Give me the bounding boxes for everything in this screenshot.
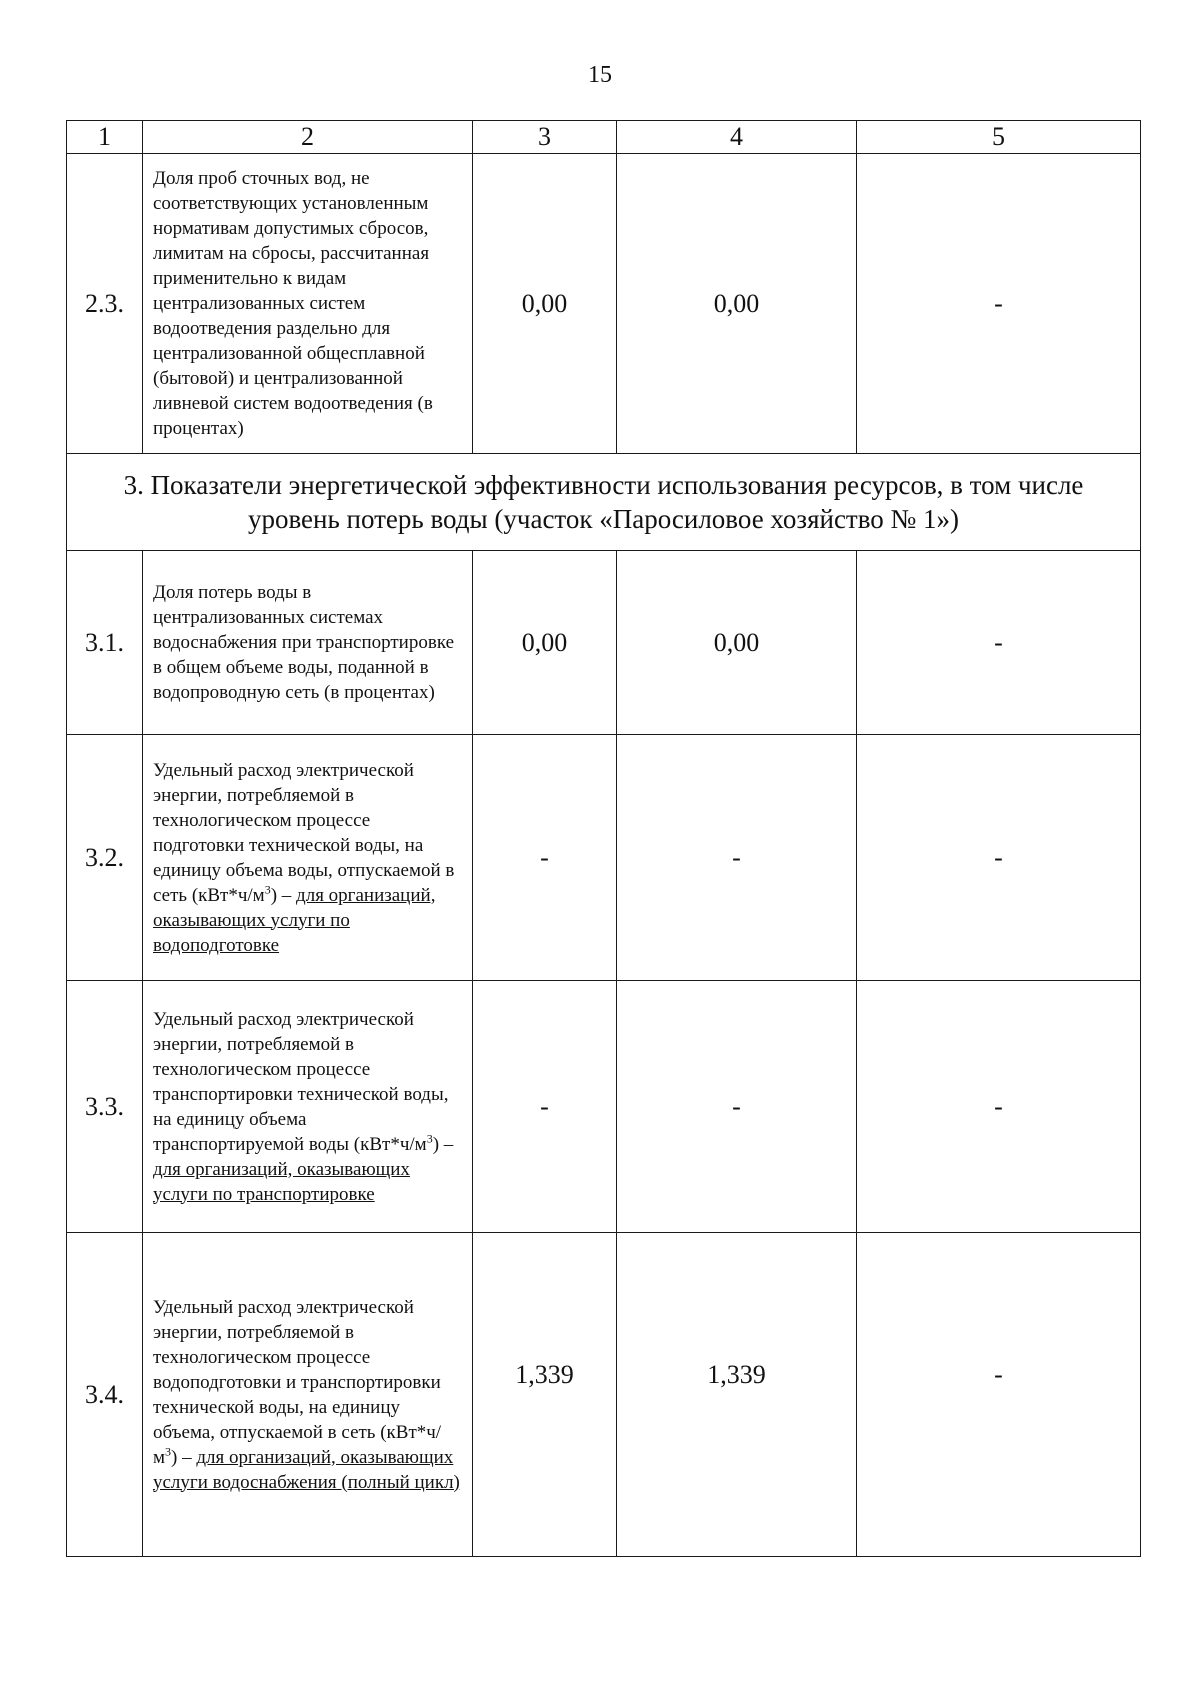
- header-cell-2: 2: [143, 121, 473, 154]
- superscript: 3: [426, 1131, 433, 1146]
- row-value-col5: -: [857, 735, 1141, 981]
- header-cell-5: 5: [857, 121, 1141, 154]
- description-main-text: Удельный расход электрической энергии, потребляемой в технологическом процессе водоподготовки и транспортировки технической воды, на единицу объема, отпускаемой в сеть (кВт*ч/м: [153, 1296, 442, 1468]
- row-value-col3: -: [473, 735, 617, 981]
- description-underlined-text: для организаций, оказывающих услуги водоснабжения (полный цикл): [153, 1446, 460, 1493]
- row-value-col3: 0,00: [473, 551, 617, 735]
- row-value-col4: -: [617, 981, 857, 1233]
- row-value-col5: -: [857, 551, 1141, 735]
- description-main-text: Удельный расход электрической энергии, потребляемой в технологическом процессе подготовки технической воды, на единицу объема воды, отпускаемой в сеть (кВт*ч/м: [153, 759, 455, 906]
- description-underlined-text: для организаций, оказывающих услуги по водоподготовке: [153, 884, 436, 956]
- row-number: 3.3.: [67, 981, 143, 1233]
- superscript: 3: [165, 1444, 172, 1459]
- row-number: 3.1.: [67, 551, 143, 735]
- description-tail-text: ) –: [432, 1133, 454, 1155]
- table-row: [67, 154, 1141, 454]
- row-value-col5: -: [857, 981, 1141, 1233]
- description-tail-text: ) –: [270, 884, 292, 906]
- row-description: Доля потерь воды в централизованных системах водоснабжения при транспортировке в общем объеме воды, поданной в водопроводную сеть (в процентах): [143, 551, 473, 735]
- table-row: [67, 1233, 1141, 1557]
- row-number: 2.3.: [67, 154, 143, 454]
- superscript: 3: [264, 882, 271, 897]
- row-value-col4: 0,00: [617, 551, 857, 735]
- table-row: [67, 981, 1141, 1233]
- table-row: [67, 735, 1141, 981]
- row-value-col4: 1,339: [617, 1233, 857, 1557]
- header-cell-1: 1: [67, 121, 143, 154]
- description-tail-text: ) –: [171, 1446, 192, 1468]
- row-value-col3: 1,339: [473, 1233, 617, 1557]
- header-cell-3: 3: [473, 121, 617, 154]
- row-value-col4: 0,00: [617, 154, 857, 454]
- header-cell-4: 4: [617, 121, 857, 154]
- section-3-title: 3. Показатели энергетической эффективности использования ресурсов, в том числе уровень потерь воды (участок «Паросиловое хозяйство № 1»): [67, 454, 1141, 551]
- row-value-col5: -: [857, 154, 1141, 454]
- table-header-row: [67, 121, 1141, 154]
- row-description: Доля проб сточных вод, не соответствующих установленным нормативам допустимых сбросов, лимитам на сбросы, рассчитанная применительно к видам централизованных систем водоотведения раздельно для централизованной общесплавной (бытовой) и централизованной ливневой систем водоотведения (в процентах): [143, 154, 473, 454]
- table-row: [67, 551, 1141, 735]
- row-value-col5: -: [857, 1233, 1141, 1557]
- row-number: 3.2.: [67, 735, 143, 981]
- row-description: [143, 735, 473, 981]
- row-value-col3: 0,00: [473, 154, 617, 454]
- row-description: [143, 981, 473, 1233]
- description-underlined-text: для организаций, оказывающих услуги по транспортировке: [153, 1158, 410, 1205]
- row-value-col4: -: [617, 735, 857, 981]
- row-description: [143, 1233, 473, 1557]
- row-value-col3: -: [473, 981, 617, 1233]
- section-heading-row: [67, 454, 1141, 551]
- row-number: 3.4.: [67, 1233, 143, 1557]
- page-number: 15: [588, 62, 612, 88]
- indicators-table: [66, 120, 1141, 1557]
- description-main-text: Удельный расход электрической энергии, потребляемой в технологическом процессе транспортировки технической воды, на единицу объема транспортируемой воды (кВт*ч/м: [153, 1008, 449, 1155]
